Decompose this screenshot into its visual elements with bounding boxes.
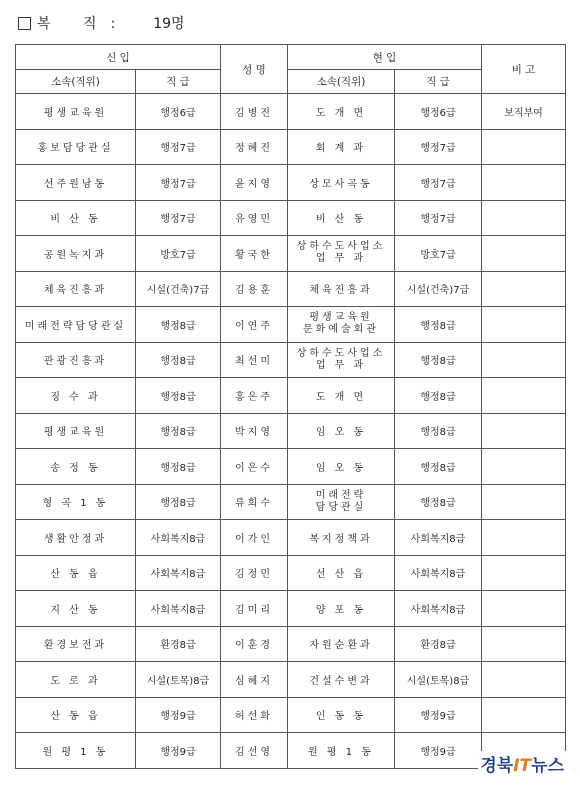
current-affiliation-cell: 평생교육원 문화예술회관: [288, 307, 395, 343]
table-row: [16, 626, 566, 662]
current-grade-cell: 시설(건축)7급: [395, 271, 482, 307]
remarks-cell: [482, 236, 566, 272]
remarks-cell: [482, 555, 566, 591]
table-row: [16, 342, 566, 378]
new-affiliation-cell: 환경보전과: [16, 626, 136, 662]
current-grade-cell: 행정7급: [395, 165, 482, 201]
new-grade-cell: 행정8급: [136, 484, 221, 520]
personnel-table: [15, 44, 566, 769]
current-affiliation-cell: 임 오 동: [288, 449, 395, 485]
name-cell: 김선영: [221, 733, 288, 769]
checkbox-square-icon: [18, 17, 31, 30]
remarks-cell: [482, 697, 566, 733]
remarks-cell: [482, 165, 566, 201]
table-row: [16, 378, 566, 414]
new-grade-cell: 시설(건축)7급: [136, 271, 221, 307]
current-affiliation-cell: 선 산 읍: [288, 555, 395, 591]
new-affiliation-cell: 형 곡 1 동: [16, 484, 136, 520]
name-cell: 류희수: [221, 484, 288, 520]
heading-label: 복 직:: [37, 16, 130, 32]
current-grade-cell: 행정8급: [395, 378, 482, 414]
new-grade-cell: 행정9급: [136, 733, 221, 769]
new-grade-cell: 사회복지8급: [136, 520, 221, 556]
roster-body: [16, 94, 566, 769]
new-affiliation-cell: 평생교육원: [16, 94, 136, 130]
remarks-cell: 보직부여: [482, 94, 566, 130]
name-cell: 김병진: [221, 94, 288, 130]
logo-main-text: 경북: [480, 756, 514, 776]
new-grade-cell: 행정8급: [136, 378, 221, 414]
current-affiliation-cell: 상모사곡동: [288, 165, 395, 201]
new-affiliation-cell: 징 수 과: [16, 378, 136, 414]
new-grade-cell: 사회복지8급: [136, 591, 221, 627]
current-grade-cell: 행정8급: [395, 484, 482, 520]
remarks-header: 비 고: [482, 45, 566, 94]
section-heading: [18, 12, 185, 34]
current-affiliation-header: 소속(직위): [288, 70, 395, 94]
heading-count: 19명: [153, 16, 185, 32]
current-grade-cell: 행정8급: [395, 342, 482, 378]
new-affiliation-cell: 송 정 동: [16, 449, 136, 485]
new-grade-cell: 환경8급: [136, 626, 221, 662]
new-affiliation-cell: 홍보담당관실: [16, 129, 136, 165]
current-affiliation-cell: 미래전략 담당관실: [288, 484, 395, 520]
new-affiliation-cell: 미래전략담당관실: [16, 307, 136, 343]
new-grade-cell: 방호7급: [136, 236, 221, 272]
remarks-cell: [482, 626, 566, 662]
name-cell: 이가인: [221, 520, 288, 556]
new-affiliation-cell: 산 동 읍: [16, 555, 136, 591]
name-header: 성 명: [221, 45, 288, 94]
name-cell: 박지영: [221, 413, 288, 449]
new-affiliation-header: 소속(직위): [16, 70, 136, 94]
current-affiliation-cell: 상하수도사업소 업 무 과: [288, 342, 395, 378]
new-grade-cell: 행정8급: [136, 449, 221, 485]
logo-accent-text: IT: [513, 756, 532, 776]
name-cell: 최선미: [221, 342, 288, 378]
name-cell: 황국한: [221, 236, 288, 272]
new-grade-cell: 시설(토목)8급: [136, 662, 221, 698]
current-affiliation-cell: 도 개 면: [288, 378, 395, 414]
new-grade-cell: 사회복지8급: [136, 555, 221, 591]
current-affiliation-cell: 임 오 동: [288, 413, 395, 449]
current-grade-cell: 시설(토목)8급: [395, 662, 482, 698]
table-row: [16, 697, 566, 733]
current-grade-cell: 사회복지8급: [395, 520, 482, 556]
remarks-cell: [482, 378, 566, 414]
new-affiliation-cell: 도 로 과: [16, 662, 136, 698]
new-grade-header: 직 급: [136, 70, 221, 94]
current-grade-cell: 행정7급: [395, 129, 482, 165]
remarks-cell: [482, 449, 566, 485]
new-grade-cell: 행정8급: [136, 307, 221, 343]
current-grade-header: 직 급: [395, 70, 482, 94]
name-cell: 이연주: [221, 307, 288, 343]
name-cell: 이은수: [221, 449, 288, 485]
table-row: [16, 413, 566, 449]
new-grade-cell: 행정7급: [136, 165, 221, 201]
new-affiliation-cell: 비 산 동: [16, 200, 136, 236]
current-grade-cell: 사회복지8급: [395, 591, 482, 627]
current-affiliation-cell: 자원순환과: [288, 626, 395, 662]
current-affiliation-cell: 복지정책과: [288, 520, 395, 556]
table-row: [16, 200, 566, 236]
remarks-cell: [482, 342, 566, 378]
current-grade-cell: 행정8급: [395, 413, 482, 449]
remarks-cell: [482, 662, 566, 698]
table-row: [16, 484, 566, 520]
new-affiliation-cell: 공원녹지과: [16, 236, 136, 272]
remarks-cell: [482, 484, 566, 520]
table-row: [16, 129, 566, 165]
new-affiliation-cell: 원 평 1 동: [16, 733, 136, 769]
remarks-cell: [482, 200, 566, 236]
new-affiliation-cell: 관광진흥과: [16, 342, 136, 378]
logo-tail-text: 뉴스: [531, 756, 564, 776]
current-grade-cell: 사회복지8급: [395, 555, 482, 591]
current-affiliation-cell: 건설수변과: [288, 662, 395, 698]
current-grade-cell: 행정8급: [395, 449, 482, 485]
remarks-cell: [482, 307, 566, 343]
current-affiliation-cell: 원 평 1 동: [288, 733, 395, 769]
current-affiliation-cell: 상하수도사업소 업 무 과: [288, 236, 395, 272]
name-cell: 홍은주: [221, 378, 288, 414]
table-row: [16, 662, 566, 698]
remarks-cell: [482, 129, 566, 165]
current-grade-cell: 행정9급: [395, 697, 482, 733]
table-row: [16, 236, 566, 272]
table-row: [16, 591, 566, 627]
table-row: [16, 307, 566, 343]
table-row: [16, 555, 566, 591]
news-logo: [478, 751, 566, 776]
new-grade-cell: 행정8급: [136, 342, 221, 378]
name-cell: 김미리: [221, 591, 288, 627]
current-affiliation-cell: 회 계 과: [288, 129, 395, 165]
current-affiliation-cell: 체육진흥과: [288, 271, 395, 307]
table-row: [16, 94, 566, 130]
new-affiliation-cell: 평생교육원: [16, 413, 136, 449]
remarks-cell: [482, 591, 566, 627]
current-affiliation-cell: 도 개 면: [288, 94, 395, 130]
new-affiliation-cell: 지 산 동: [16, 591, 136, 627]
current-grade-cell: 행정7급: [395, 200, 482, 236]
current-grade-cell: 환경8급: [395, 626, 482, 662]
name-cell: 정혜진: [221, 129, 288, 165]
new-affiliation-cell: 체육진흥과: [16, 271, 136, 307]
name-cell: 이훈경: [221, 626, 288, 662]
table-row: [16, 271, 566, 307]
current-grade-cell: 행정8급: [395, 307, 482, 343]
current-grade-cell: 방호7급: [395, 236, 482, 272]
new-affiliation-cell: 산 동 읍: [16, 697, 136, 733]
name-cell: 유영민: [221, 200, 288, 236]
current-grade-cell: 행정9급: [395, 733, 482, 769]
current-position-header: 현 입: [288, 45, 482, 70]
new-grade-cell: 행정7급: [136, 129, 221, 165]
name-cell: 심혜지: [221, 662, 288, 698]
remarks-cell: [482, 271, 566, 307]
new-affiliation-cell: 생활안정과: [16, 520, 136, 556]
name-cell: 김정민: [221, 555, 288, 591]
remarks-cell: [482, 413, 566, 449]
new-grade-cell: 행정6급: [136, 94, 221, 130]
name-cell: 김용훈: [221, 271, 288, 307]
table-row: [16, 449, 566, 485]
current-affiliation-cell: 양 포 동: [288, 591, 395, 627]
name-cell: 허선화: [221, 697, 288, 733]
name-cell: 윤지영: [221, 165, 288, 201]
current-affiliation-cell: 비 산 동: [288, 200, 395, 236]
new-grade-cell: 행정7급: [136, 200, 221, 236]
table-row: [16, 165, 566, 201]
new-grade-cell: 행정9급: [136, 697, 221, 733]
remarks-cell: [482, 520, 566, 556]
table-row: [16, 520, 566, 556]
new-grade-cell: 행정8급: [136, 413, 221, 449]
new-affiliation-cell: 선주원남동: [16, 165, 136, 201]
current-grade-cell: 행정6급: [395, 94, 482, 130]
current-affiliation-cell: 인 동 동: [288, 697, 395, 733]
new-position-header: 신 입: [16, 45, 221, 70]
